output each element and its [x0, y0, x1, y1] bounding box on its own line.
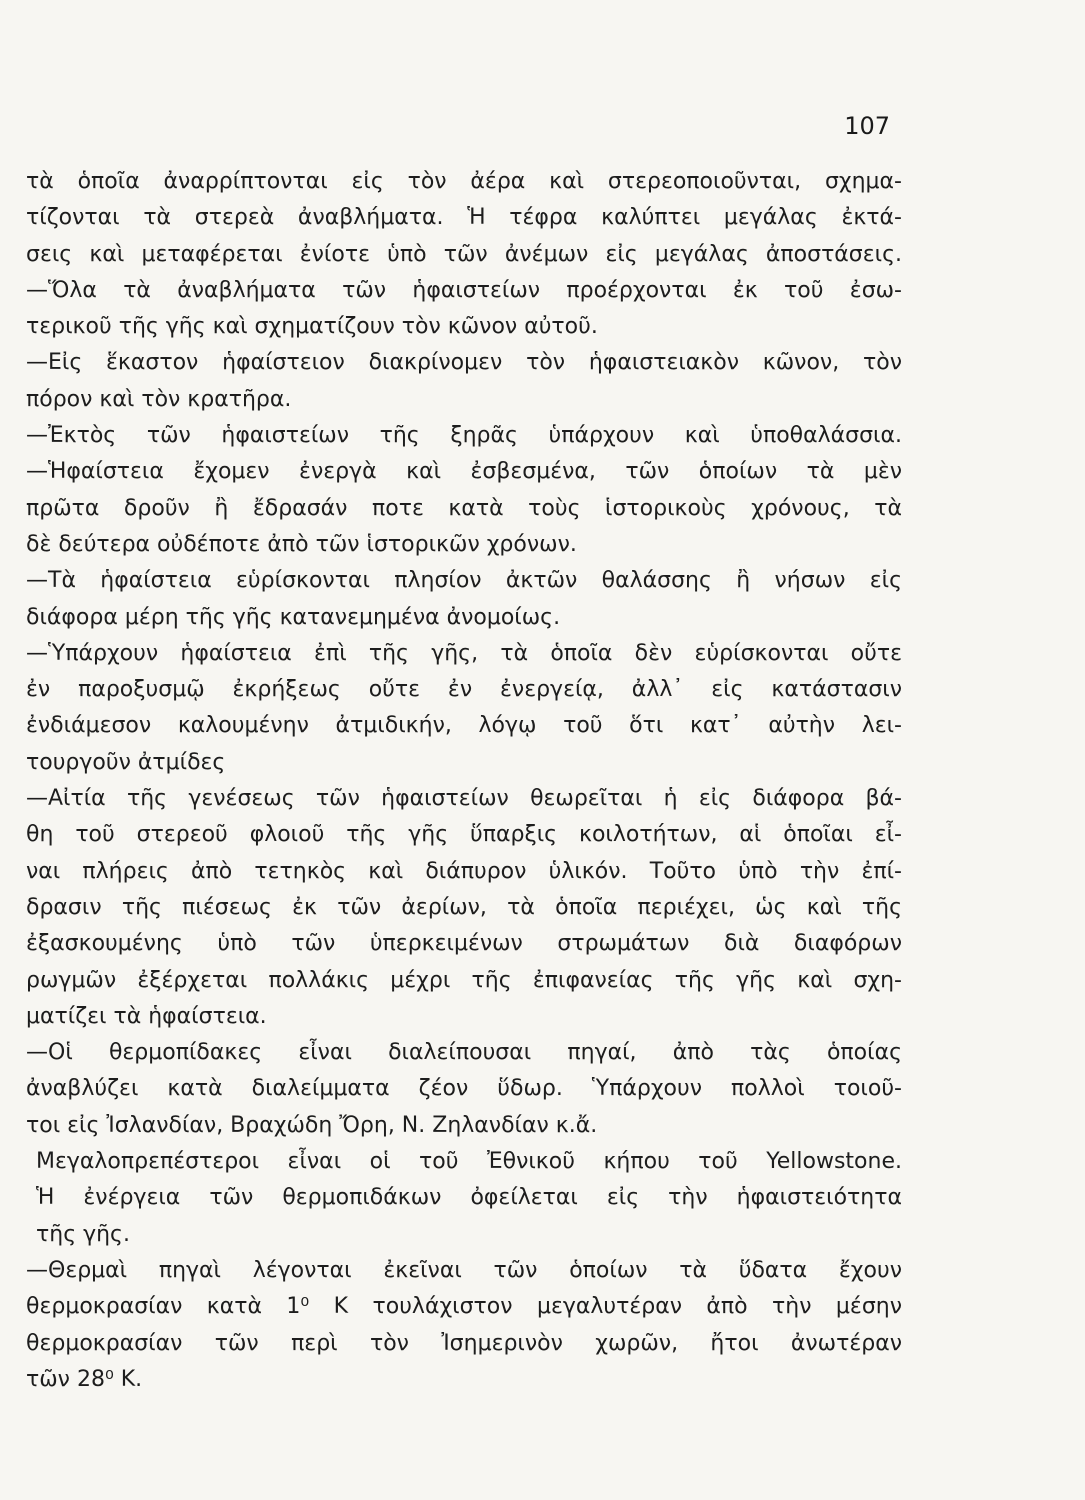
text-line: δρασιν τῆς πιέσεως ἐκ τῶν ἀερίων, τὰ ὁποῖα περιέχει, ὡς καὶ τῆς — [26, 894, 902, 920]
text-line: διάφορα μέρη τῆς γῆς κατανεμημένα ἀνομοίως. — [26, 604, 561, 630]
text-line: δὲ δεύτερα οὐδέποτε ἀπὸ τῶν ἱστορικῶν χρόνων. — [26, 531, 577, 557]
text-line: —Ἡφαίστεια ἔχομεν ἐνεργὰ καὶ ἐσβεσμένα, τῶν ὁποίων τὰ μὲν — [26, 459, 902, 485]
text-line: ἐξασκουμένης ὑπὸ τῶν ὑπερκειμένων στρωμάτων διὰ διαφόρων — [26, 931, 902, 957]
text-line: ἐν παροξυσμῷ ἐκρήξεως οὔτε ἐν ἐνεργείᾳ, ἀλλ᾽ εἰς κατάστασιν — [26, 677, 902, 703]
text-line: πρῶτα δροῦν ἢ ἔδρασάν ποτε κατὰ τοὺς ἱστορικοὺς χρόνους, τὰ — [26, 495, 902, 521]
text-line: —Εἰς ἕκαστον ἡφαίστειον διακρίνομεν τὸν ἡφαιστειακὸν κῶνον, τὸν — [26, 350, 902, 376]
text-line: τὰ ὁποῖα ἀναρρίπτονται εἰς τὸν ἀέρα καὶ στερεοποιοῦνται, σχημα- — [26, 169, 902, 194]
text-line: Ἡ ἐνέργεια τῶν θερμοπιδάκων ὀφείλεται εἰς τὴν ἡφαιστειότητα — [36, 1185, 902, 1211]
text-line: σεις καὶ μεταφέρεται ἐνίοτε ὑπὸ τῶν ἀνέμων εἰς μεγάλας ἀποστάσεις. — [26, 241, 902, 267]
text-line: —Τὰ ἡφαίστεια εὑρίσκονται πλησίον ἀκτῶν θαλάσσης ἢ νήσων εἰς — [26, 568, 902, 594]
text-line: —Ἐκτὸς τῶν ἡφαιστείων τῆς ξηρᾶς ὑπάρχουν καὶ ὑποθαλάσσια. — [26, 423, 902, 449]
text-line: τῶν 28⁰ Κ. — [26, 1366, 143, 1392]
text-line: τουργοῦν ἀτμίδες — [26, 749, 226, 775]
text-line: —Αἰτία τῆς γενέσεως τῶν ἡφαιστείων θεωρεῖται ἡ εἰς διάφορα βά- — [26, 786, 902, 812]
text-line: —Ὑπάρχουν ἡφαίστεια ἐπὶ τῆς γῆς, τὰ ὁποῖα δὲν εὑρίσκονται οὔτε — [26, 640, 902, 666]
text-line: ἀναβλύζει κατὰ διαλείμματα ζέον ὕδωρ. Ὑπάρχουν πολλοὶ τοιοῦ- — [26, 1076, 902, 1102]
text-line: —Οἱ θερμοπίδακες εἶναι διαλείπουσαι πηγαί, ἀπὸ τὰς ὁποίας — [26, 1040, 902, 1066]
text-line: ναι πλήρεις ἀπὸ τετηκὸς καὶ διάπυρον ὑλικόν. Τοῦτο ὑπὸ τὴν ἐπί- — [26, 858, 902, 884]
text-line: θερμοκρασίαν κατὰ 1⁰ Κ τουλάχιστον μεγαλυτέραν ἀπὸ τὴν μέσην — [26, 1294, 902, 1320]
page-body-text — [26, 164, 902, 1398]
text-line: θη τοῦ στερεοῦ φλοιοῦ τῆς γῆς ὕπαρξις κοιλοτήτων, αἱ ὁποῖαι εἶ- — [26, 822, 902, 848]
text-line: τῆς γῆς. — [36, 1221, 130, 1247]
text-line: τερικοῦ τῆς γῆς καὶ σχηματίζουν τὸν κῶνον αὐτοῦ. — [26, 314, 598, 340]
page-number: 107 — [844, 112, 890, 140]
text-line: —Ὅλα τὰ ἀναβλήματα τῶν ἡφαιστείων προέρχονται ἐκ τοῦ ἐσω- — [26, 277, 902, 303]
text-line: τοι εἰς Ἰσλανδίαν, Βραχώδη Ὄρη, Ν. Ζηλανδίαν κ.ἄ. — [26, 1112, 598, 1138]
text-line: θερμοκρασίαν τῶν περὶ τὸν Ἰσημερινὸν χωρῶν, ἤτοι ἀνωτέραν — [26, 1330, 902, 1356]
text-line: τίζονται τὰ στερεὰ ἀναβλήματα. Ἡ τέφρα καλύπτει μεγάλας ἐκτά- — [26, 205, 902, 231]
text-line: πόρον καὶ τὸν κρατῆρα. — [26, 386, 292, 412]
text-line: ρωγμῶν ἐξέρχεται πολλάκις μέχρι τῆς ἐπιφανείας τῆς γῆς καὶ σχη- — [26, 967, 902, 993]
text-line: ἐνδιάμεσον καλουμένην ἀτμιδικήν, λόγῳ τοῦ ὅτι κατ᾽ αὐτὴν λει- — [26, 713, 902, 739]
text-line: Μεγαλοπρεπέστεροι εἶναι οἱ τοῦ Ἐθνικοῦ κήπου τοῦ Yellowstone. — [36, 1149, 902, 1175]
text-line: ματίζει τὰ ἡφαίστεια. — [26, 1003, 267, 1029]
text-line: —Θερμαὶ πηγαὶ λέγονται ἐκεῖναι τῶν ὁποίων τὰ ὕδατα ἔχουν — [26, 1257, 902, 1283]
